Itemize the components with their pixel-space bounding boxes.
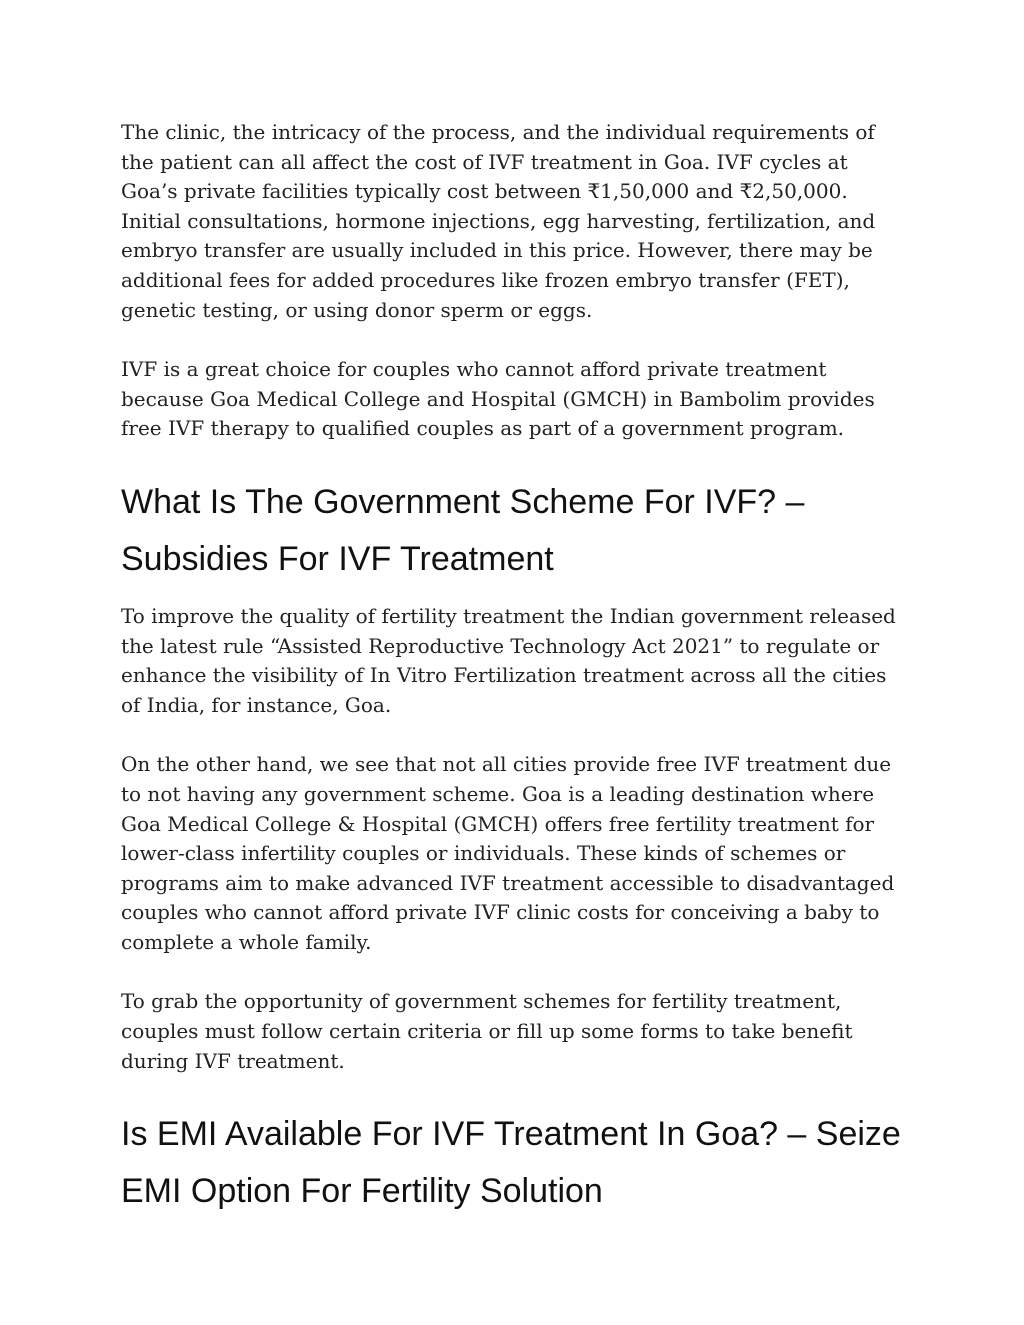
paragraph-free-ivf-cities: On the other hand, we see that not all cities provide free IVF treatment due to not having any government scheme. Goa is a leading destination where Goa Medical College & Hospital (GMCH) offers free fertility treatment for lower-class infertility couples or individuals. These kinds of schemes or programs aim to make advanced IVF treatment accessible to disadvantaged couples who cannot afford private IVF clinic costs for conceiving a baby to complete a whole family. <box>121 752 895 954</box>
heading-government-scheme: What Is The Government Scheme For IVF? – Subsidies For IVF Treatment <box>121 482 805 578</box>
document-page <box>121 118 901 1234</box>
paragraph-gmch-free-ivf: IVF is a great choice for couples who cannot afford private treatment because Goa Medical College and Hospital (GMCH) in Bambolim provides free IVF therapy to qualified couples as part of a government program. <box>121 357 875 441</box>
heading-emi-option: Is EMI Available For IVF Treatment In Goa? – Seize EMI Option For Fertility Solution <box>121 1115 901 1211</box>
paragraph-ivf-cost: The clinic, the intricacy of the process, and the individual requirements of the patient can all affect the cost of IVF treatment in Goa. IVF cycles at Goa’s private facilities typically cost between ₹1,50,000 and ₹2,50,000. Initial consultations, hormone injections, egg harvesting, fertilization, and embryo transfer are usually included in this price. However, there may be additional fees for added procedures like frozen embryo transfer (FET), genetic testing, or using donor sperm or eggs. <box>121 120 876 322</box>
paragraph-art-act: To improve the quality of fertility treatment the Indian government released the latest rule “Assisted Reproductive Technology Act 2021” to regulate or enhance the visibility of In Vitro Fertilization treatment across all the cities of India, for instance, Goa. <box>121 603 896 717</box>
paragraph-scheme-criteria: To grab the opportunity of government schemes for fertility treatment, couples must follow certain criteria or fill up some forms to take benefit during IVF treatment. <box>121 989 853 1073</box>
